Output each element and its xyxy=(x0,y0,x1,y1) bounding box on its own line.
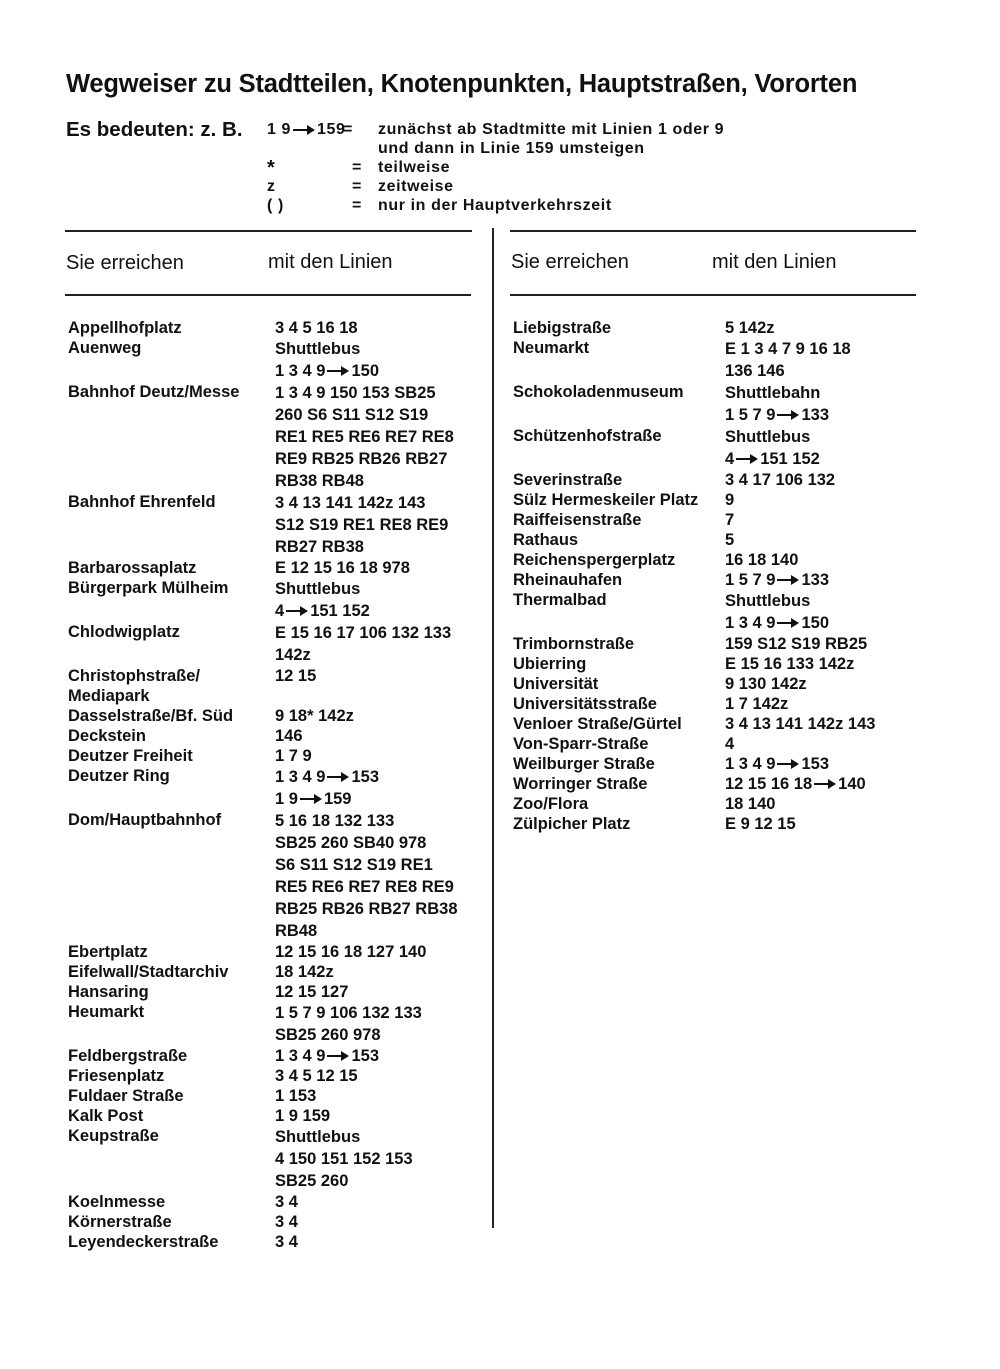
line-entry: S12 S19 RE1 RE8 RE9 xyxy=(275,516,449,534)
line-entry: 1 7 142z xyxy=(725,695,789,713)
line-entry: 9 130 142z xyxy=(725,675,807,693)
destination-row xyxy=(513,590,875,634)
line-entry: E 15 16 17 106 132 133 xyxy=(275,624,452,642)
line-entry: 18 142z xyxy=(275,963,334,981)
destination-name: Ebertplatz xyxy=(68,943,148,961)
legend-example-from: 1 9 xyxy=(267,121,292,138)
line-list xyxy=(275,1046,379,1066)
line-list xyxy=(725,338,851,382)
line-entry: 260 S6 S11 S12 S19 xyxy=(275,406,429,424)
destination-row xyxy=(68,726,458,746)
legend-symbol-parentheses: ( ) xyxy=(267,197,284,214)
line-to: 153 xyxy=(351,768,379,786)
destination-row xyxy=(68,1046,458,1066)
line-from: 1 3 4 9 xyxy=(275,362,326,380)
line-list xyxy=(275,666,316,686)
destination-row xyxy=(68,1212,458,1232)
left-header-lines: mit den Linien xyxy=(268,251,393,273)
destination-name: Universität xyxy=(513,675,599,693)
destination-name: Schützenhofstraße xyxy=(513,427,662,445)
destination-name: Eifelwall/Stadtarchiv xyxy=(68,963,229,981)
line-entry: Shuttlebus xyxy=(725,592,811,610)
line-from: 1 9 xyxy=(275,790,298,808)
line-list xyxy=(725,530,734,550)
line-to: 153 xyxy=(351,1047,379,1065)
line-entry: 159 S12 S19 RB25 xyxy=(725,635,868,653)
line-entry: 1 153 xyxy=(275,1087,317,1105)
destination-name: Reichenspergerplatz xyxy=(513,551,676,569)
destination-row xyxy=(513,774,875,794)
line-list xyxy=(275,622,451,666)
right-header-rule xyxy=(510,294,916,296)
legend-example-eq: = xyxy=(343,121,353,138)
line-list xyxy=(725,634,867,654)
line-entry xyxy=(275,600,370,622)
line-list xyxy=(275,962,334,982)
line-list xyxy=(725,550,798,570)
line-entry: 4 xyxy=(725,735,735,753)
line-entry: 5 xyxy=(725,531,735,549)
destination-row xyxy=(513,694,875,714)
destination-row xyxy=(513,674,875,694)
line-list xyxy=(275,810,458,942)
line-entry: E 15 16 133 142z xyxy=(725,655,855,673)
legend-example-to: 159 xyxy=(317,121,346,138)
line-entry: 12 15 127 xyxy=(275,983,349,1001)
destination-name: Keupstraße xyxy=(68,1127,159,1145)
line-entry xyxy=(725,612,829,634)
line-list xyxy=(725,470,835,490)
destination-name: Schokoladenmuseum xyxy=(513,383,684,401)
transfer-arrow-icon xyxy=(293,125,315,135)
destination-row xyxy=(513,794,875,814)
line-from: 4 xyxy=(725,450,735,468)
line-to: 151 152 xyxy=(760,450,820,468)
destination-row xyxy=(513,426,875,470)
destination-name: Christophstraße/ xyxy=(68,667,201,685)
transfer-arrow-icon xyxy=(814,779,836,789)
legend-example-symbol xyxy=(267,121,346,139)
legend-eq: = xyxy=(352,178,362,195)
destination-row xyxy=(68,1232,458,1252)
destination-row xyxy=(68,982,458,1002)
legend-row-rush-hour xyxy=(0,197,1000,217)
line-list xyxy=(725,490,734,510)
destination-name: Severinstraße xyxy=(513,471,623,489)
line-entry: 3 4 xyxy=(275,1193,298,1211)
destination-name: Friesenplatz xyxy=(68,1067,165,1085)
line-entry: 5 16 18 132 133 xyxy=(275,812,395,830)
line-entry: 7 xyxy=(725,511,735,529)
line-entry: E 1 3 4 7 9 16 18 xyxy=(725,340,851,358)
line-list xyxy=(275,492,448,558)
destination-name: Universitätsstraße xyxy=(513,695,657,713)
destination-row xyxy=(68,558,458,578)
transfer-arrow-icon xyxy=(286,606,308,616)
destination-row xyxy=(68,578,458,622)
line-entry xyxy=(275,360,379,382)
line-to: 140 xyxy=(838,775,866,793)
destination-row xyxy=(513,490,875,510)
line-entry: 3 4 13 141 142z 143 xyxy=(275,494,426,512)
destination-row xyxy=(513,714,875,734)
line-list xyxy=(275,338,379,382)
line-list xyxy=(275,578,370,622)
line-entry xyxy=(275,1046,379,1066)
transfer-arrow-icon xyxy=(777,575,799,585)
destination-row xyxy=(68,686,458,706)
line-entry: E 12 15 16 18 978 xyxy=(275,559,410,577)
line-list xyxy=(275,706,354,726)
transfer-arrow-icon xyxy=(777,410,799,420)
destination-name: Deutzer Ring xyxy=(68,767,170,785)
line-entry: 136 146 xyxy=(725,362,785,380)
line-list xyxy=(275,726,303,746)
line-entry: 3 4 13 141 142z 143 xyxy=(725,715,876,733)
line-entry: 16 18 140 xyxy=(725,551,799,569)
destination-name: Kalk Post xyxy=(68,1107,144,1125)
destination-row xyxy=(68,382,458,492)
line-to: 159 xyxy=(323,790,352,808)
destination-row xyxy=(513,734,875,754)
line-list xyxy=(275,1086,316,1106)
destination-name: Appellhofplatz xyxy=(68,319,182,337)
line-entry xyxy=(275,788,379,810)
destination-row xyxy=(68,766,458,810)
destination-name: Feldbergstraße xyxy=(68,1047,188,1065)
line-entry: 4 150 151 152 153 xyxy=(275,1150,413,1168)
line-list xyxy=(725,654,854,674)
destination-row xyxy=(68,1002,458,1046)
line-entry: 3 4 5 12 15 xyxy=(275,1067,358,1085)
line-entry xyxy=(725,404,829,426)
destination-row xyxy=(68,1066,458,1086)
left-top-rule xyxy=(65,230,472,232)
line-list xyxy=(275,382,454,492)
destination-row xyxy=(513,470,875,490)
destination-name: Bahnhof Deutz/Messe xyxy=(68,383,240,401)
line-entry: S6 S11 S12 S19 RE1 xyxy=(275,856,433,874)
destination-row xyxy=(68,492,458,558)
line-to: 133 xyxy=(801,406,829,424)
transfer-arrow-icon xyxy=(327,772,349,782)
destination-row xyxy=(68,1126,458,1192)
line-to: 151 152 xyxy=(310,602,370,620)
line-list xyxy=(725,426,820,470)
line-list xyxy=(725,510,734,530)
line-list xyxy=(725,794,775,814)
right-header-lines: mit den Linien xyxy=(712,251,837,273)
destination-name: Mediapark xyxy=(68,687,150,705)
line-list xyxy=(275,746,312,766)
line-list xyxy=(275,1126,413,1192)
destination-row xyxy=(68,962,458,982)
transfer-arrow-icon xyxy=(327,1051,349,1061)
destination-name: Deckstein xyxy=(68,727,146,745)
destination-row xyxy=(513,570,875,590)
legend-desc: nur in der Hauptverkehrszeit xyxy=(378,197,612,214)
left-header-reach: Sie erreichen xyxy=(66,252,184,274)
transfer-arrow-icon xyxy=(777,759,799,769)
destination-name: Hansaring xyxy=(68,983,149,1001)
transfer-arrow-icon xyxy=(300,794,322,804)
line-entry: Shuttlebahn xyxy=(725,384,821,402)
destination-name: Auenweg xyxy=(68,339,142,357)
line-to: 150 xyxy=(801,614,829,632)
destination-name: Dom/Hauptbahnhof xyxy=(68,811,222,829)
destination-name: Rheinauhafen xyxy=(513,571,623,589)
destination-row xyxy=(68,1192,458,1212)
destination-name: Worringer Straße xyxy=(513,775,648,793)
destination-name: Zoo/Flora xyxy=(513,795,589,813)
destination-name: Liebigstraße xyxy=(513,319,612,337)
line-list xyxy=(725,674,807,694)
column-divider xyxy=(492,228,494,1228)
destination-name: Bürgerpark Mülheim xyxy=(68,579,229,597)
destination-name: Ubierring xyxy=(513,655,587,673)
line-entry: 12 15 xyxy=(275,667,317,685)
line-list xyxy=(725,382,829,426)
destination-row xyxy=(513,318,875,338)
line-entry: 3 4 xyxy=(275,1213,298,1231)
left-header-rule xyxy=(65,294,471,296)
line-from: 1 5 7 9 xyxy=(725,571,776,589)
destination-row xyxy=(513,754,875,774)
line-list xyxy=(275,982,348,1002)
line-entry: RE1 RE5 RE6 RE7 RE8 xyxy=(275,428,454,446)
destination-name: Trimbornstraße xyxy=(513,635,635,653)
line-from: 12 15 16 18 xyxy=(725,775,813,793)
legend-example-desc-1: zunächst ab Stadtmitte mit Linien 1 oder 9 xyxy=(378,121,725,138)
destination-name: Heumarkt xyxy=(68,1003,145,1021)
line-entry xyxy=(725,754,829,774)
line-entry: 18 140 xyxy=(725,795,776,813)
line-list xyxy=(725,590,829,634)
line-entry: 12 15 16 18 127 140 xyxy=(275,943,427,961)
line-list xyxy=(725,570,829,590)
line-from: 1 3 4 9 xyxy=(725,614,776,632)
line-list xyxy=(725,318,775,338)
legend-eq: = xyxy=(352,197,362,214)
destination-row xyxy=(68,338,458,382)
destination-name: Bahnhof Ehrenfeld xyxy=(68,493,216,511)
line-list xyxy=(725,814,796,834)
line-list xyxy=(275,318,358,338)
transfer-arrow-icon xyxy=(736,454,758,464)
line-list xyxy=(725,694,788,714)
destination-name: Leyendeckerstraße xyxy=(68,1233,219,1251)
destination-row xyxy=(68,318,458,338)
destination-row xyxy=(68,810,458,942)
legend-example-desc-2: und dann in Linie 159 umsteigen xyxy=(378,140,645,157)
line-entry: 3 4 17 106 132 xyxy=(725,471,836,489)
line-entry: 1 5 7 9 106 132 133 xyxy=(275,1004,422,1022)
line-list xyxy=(275,1066,358,1086)
line-entry: SB25 260 xyxy=(275,1172,349,1190)
legend-symbol-asterisk: * xyxy=(267,157,276,179)
line-entry: 1 3 4 9 150 153 SB25 xyxy=(275,384,436,402)
line-from: 1 3 4 9 xyxy=(725,755,776,773)
left-destination-list xyxy=(68,318,458,1252)
line-entry: 142z xyxy=(275,646,311,664)
line-list xyxy=(275,1192,298,1212)
line-list xyxy=(275,558,410,578)
line-entry: 3 4 xyxy=(275,1233,298,1251)
line-to: 133 xyxy=(801,571,829,589)
destination-row xyxy=(513,530,875,550)
destination-row xyxy=(513,634,875,654)
line-entry: 146 xyxy=(275,727,303,745)
line-entry: RB27 RB38 xyxy=(275,538,364,556)
destination-name: Rathaus xyxy=(513,531,579,549)
transfer-arrow-icon xyxy=(777,618,799,628)
destination-name: Weilburger Straße xyxy=(513,755,655,773)
page-title: Wegweiser zu Stadtteilen, Knotenpunkten, Hauptstraßen, Vororten xyxy=(66,70,858,98)
legend-row-partial xyxy=(0,159,1000,179)
line-entry xyxy=(275,766,379,788)
destination-name: Dasselstraße/Bf. Süd xyxy=(68,707,234,725)
destination-row xyxy=(68,1106,458,1126)
line-entry: E 9 12 15 xyxy=(725,815,796,833)
legend-example-row xyxy=(0,121,1000,141)
line-entry: 5 142z xyxy=(725,319,775,337)
line-entry: 9 18* 142z xyxy=(275,707,354,725)
line-list xyxy=(725,754,829,774)
destination-row xyxy=(68,746,458,766)
destination-row xyxy=(513,510,875,530)
legend-eq: = xyxy=(352,159,362,176)
line-list xyxy=(275,1232,298,1252)
destination-name: Körnerstraße xyxy=(68,1213,172,1231)
transfer-arrow-icon xyxy=(327,366,349,376)
line-from: 1 3 4 9 xyxy=(275,768,326,786)
destination-name: Venloer Straße/Gürtel xyxy=(513,715,682,733)
line-list xyxy=(275,1212,298,1232)
line-entry: SB25 260 978 xyxy=(275,1026,381,1044)
legend-symbol-z: z xyxy=(267,178,276,195)
line-entry: Shuttlebus xyxy=(275,580,361,598)
destination-name: Fuldaer Straße xyxy=(68,1087,184,1105)
legend-heading: Es bedeuten: z. B. xyxy=(66,118,243,141)
right-destination-list xyxy=(513,318,875,834)
destination-row xyxy=(513,814,875,834)
legend-desc: zeitweise xyxy=(378,178,454,195)
line-entry: 1 9 159 xyxy=(275,1107,331,1125)
line-list xyxy=(725,774,866,794)
line-entry: Shuttlebus xyxy=(275,1128,361,1146)
line-list xyxy=(275,766,379,810)
line-entry xyxy=(725,448,820,470)
line-entry: RB48 xyxy=(275,922,318,940)
destination-name: Sülz Hermeskeiler Platz xyxy=(513,491,699,509)
destination-name: Chlodwigplatz xyxy=(68,623,180,641)
legend-row-temporary xyxy=(0,178,1000,198)
line-entry xyxy=(725,774,866,794)
destination-row xyxy=(513,382,875,426)
line-entry xyxy=(725,570,829,590)
legend-desc: teilweise xyxy=(378,159,451,176)
destination-name: Koelnmesse xyxy=(68,1193,166,1211)
right-header-reach: Sie erreichen xyxy=(511,251,629,273)
legend-example-row-2 xyxy=(0,140,1000,160)
line-from: 1 3 4 9 xyxy=(275,1047,326,1065)
right-top-rule xyxy=(510,230,916,232)
destination-name: Raiffeisenstraße xyxy=(513,511,642,529)
destination-row xyxy=(513,654,875,674)
line-list xyxy=(725,734,734,754)
line-entry: 3 4 5 16 18 xyxy=(275,319,358,337)
destination-row xyxy=(68,1086,458,1106)
destination-name: Zülpicher Platz xyxy=(513,815,631,833)
line-list xyxy=(275,942,426,962)
destination-row xyxy=(513,338,875,382)
line-entry: RB25 RB26 RB27 RB38 xyxy=(275,900,458,918)
line-list xyxy=(275,1106,330,1126)
line-list xyxy=(275,1002,422,1046)
destination-row xyxy=(68,666,458,686)
destination-name: Thermalbad xyxy=(513,591,607,609)
line-entry: RE5 RE6 RE7 RE8 RE9 xyxy=(275,878,454,896)
line-entry: Shuttlebus xyxy=(725,428,811,446)
destination-name: Deutzer Freiheit xyxy=(68,747,193,765)
line-from: 4 xyxy=(275,602,285,620)
line-entry: RB38 RB48 xyxy=(275,472,364,490)
line-entry: Shuttlebus xyxy=(275,340,361,358)
destination-row xyxy=(513,550,875,570)
line-to: 153 xyxy=(801,755,829,773)
line-entry: 9 xyxy=(725,491,735,509)
line-entry: SB25 260 SB40 978 xyxy=(275,834,427,852)
destination-name: Von-Sparr-Straße xyxy=(513,735,649,753)
line-entry: 1 7 9 xyxy=(275,747,312,765)
destination-row xyxy=(68,622,458,666)
line-from: 1 5 7 9 xyxy=(725,406,776,424)
destination-name: Barbarossaplatz xyxy=(68,559,197,577)
line-entry: RE9 RB25 RB26 RB27 xyxy=(275,450,448,468)
line-to: 150 xyxy=(351,362,379,380)
destination-row xyxy=(68,706,458,726)
destination-name: Neumarkt xyxy=(513,339,590,357)
destination-row xyxy=(68,942,458,962)
line-list xyxy=(725,714,875,734)
